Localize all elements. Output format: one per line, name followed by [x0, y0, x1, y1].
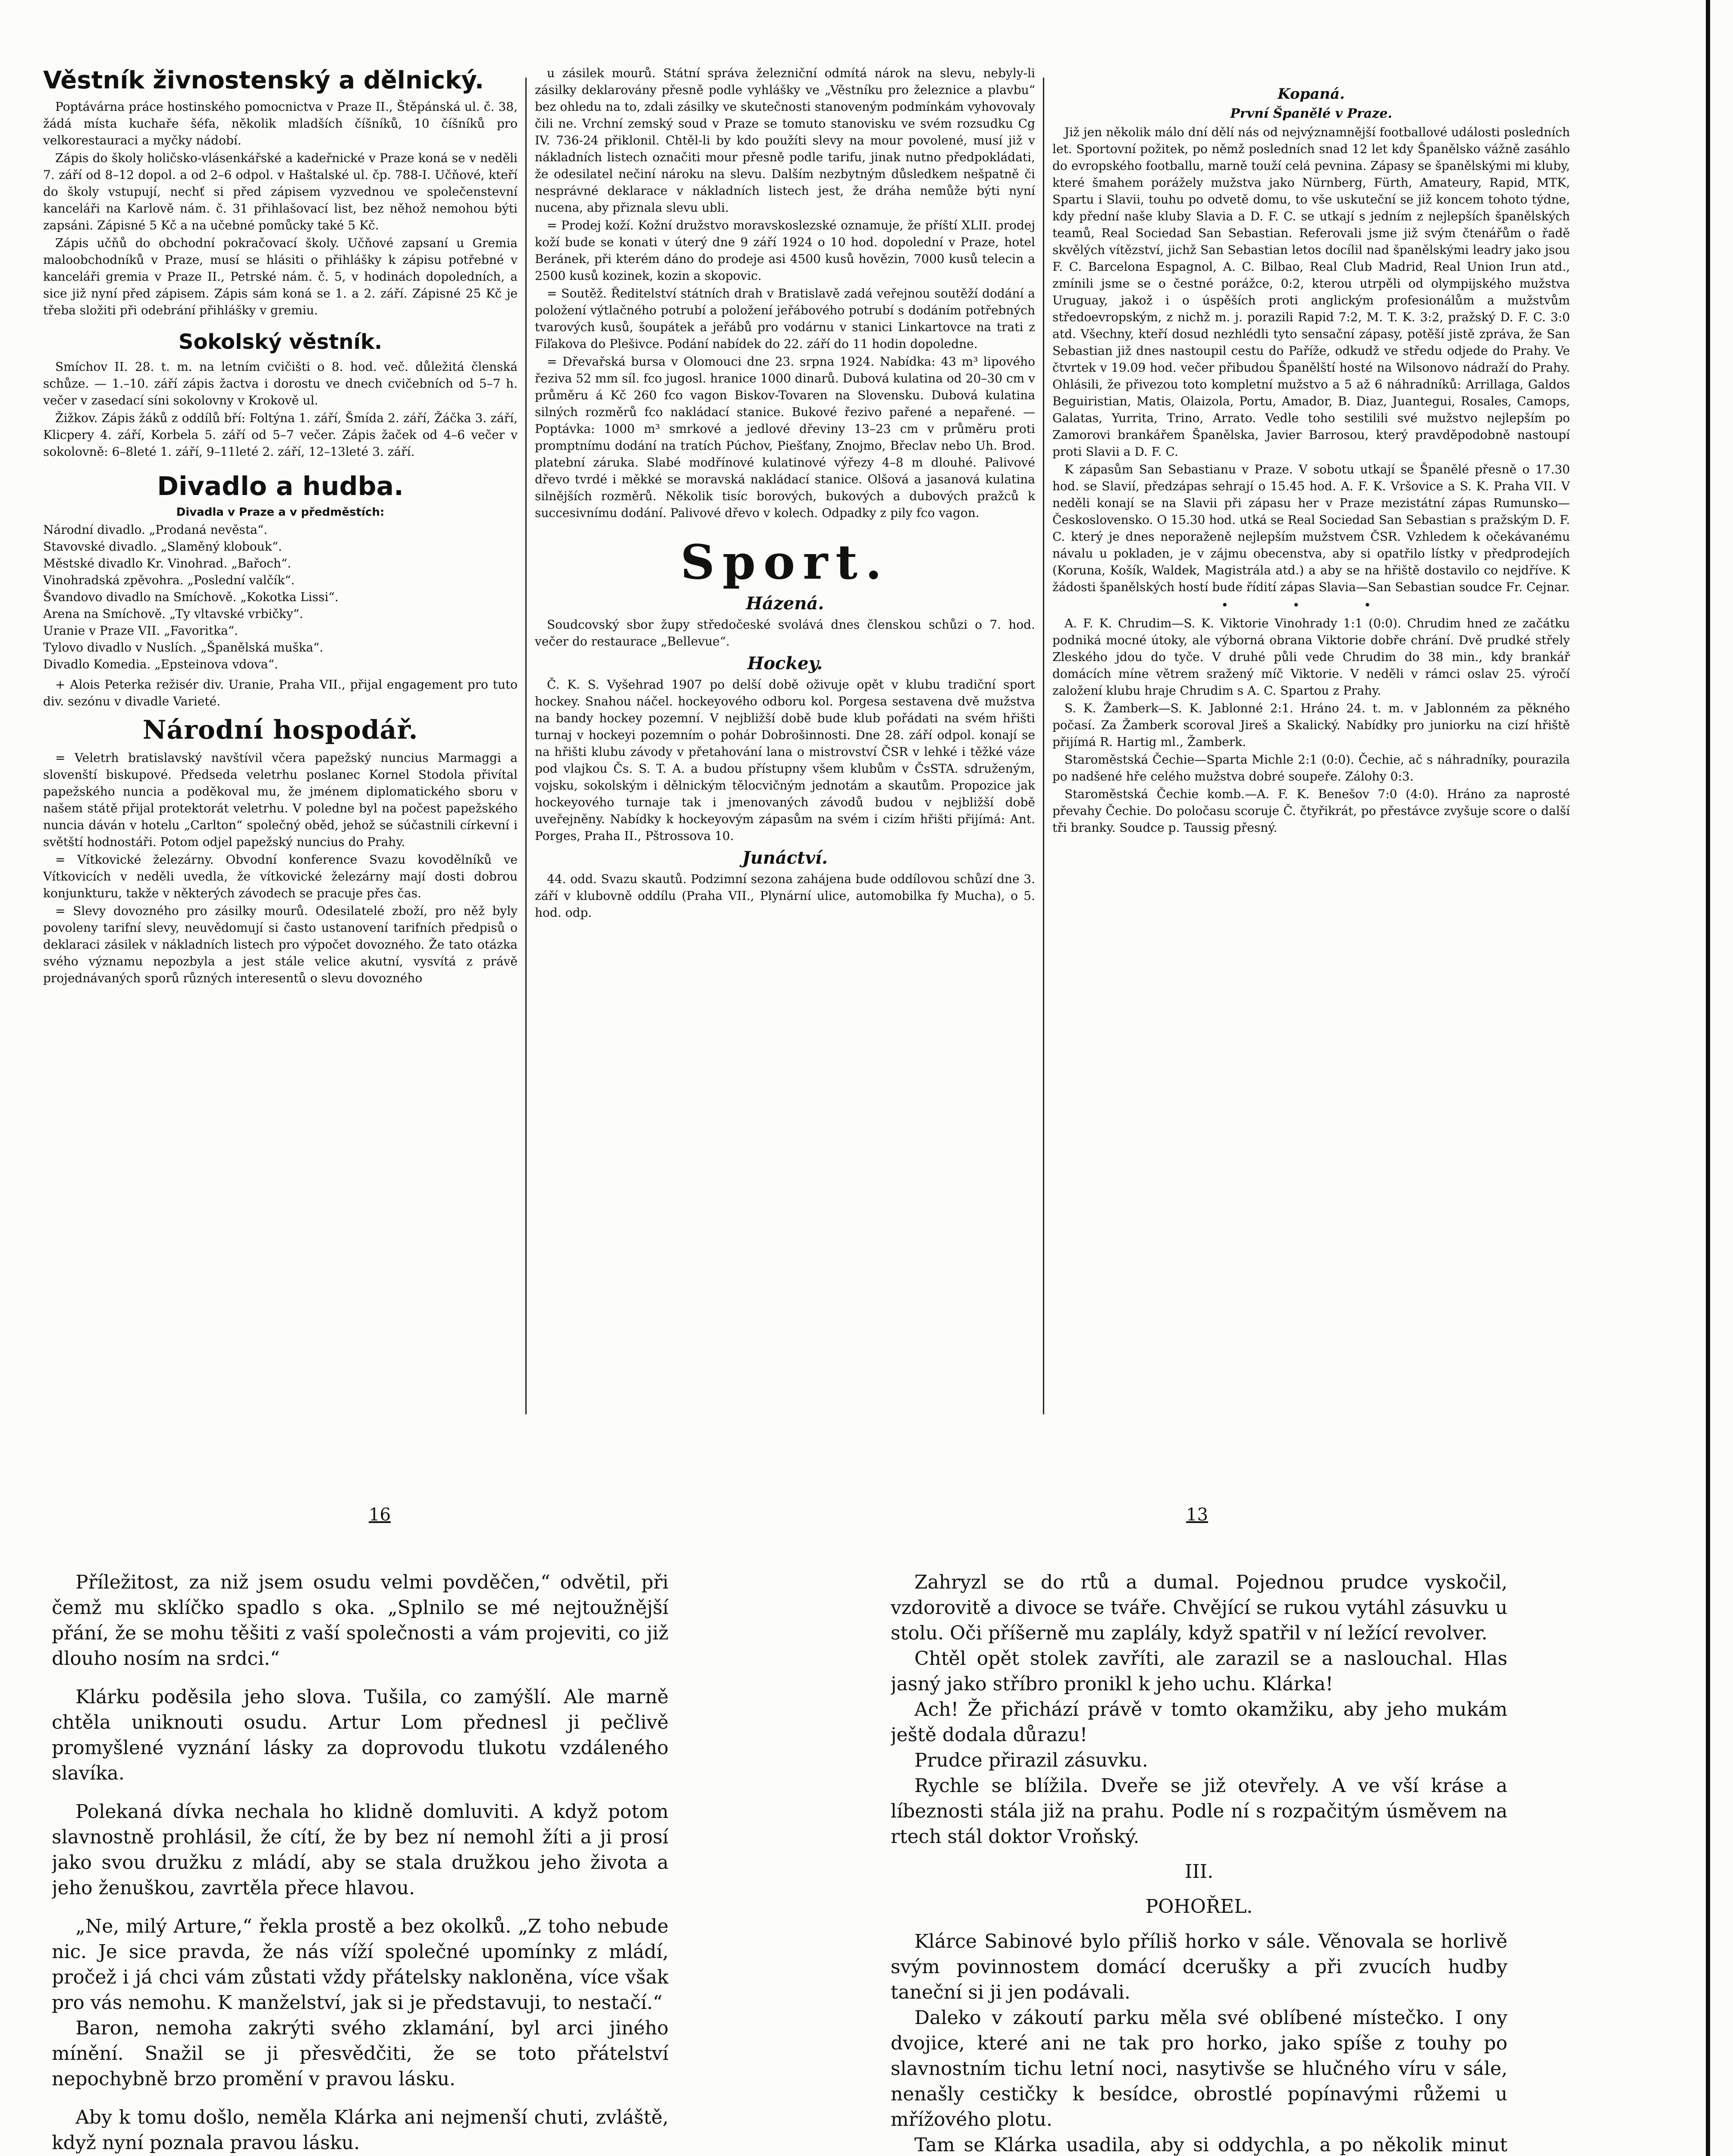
serial-right	[891, 1570, 1507, 2156]
section-subtitle: První Španělé v Praze.	[1230, 106, 1392, 121]
paragraph: = Dřevařská bursa v Olomouci dne 23. srpna 1924. Nabídka: 43 m³ lipového řeziva 52 mm síl. fco jugosl. hranice 1000 dinarů. Dubová kulatina od 20–30 cm v průměru á Kč 260 fco vagon Biskov-Tovaren na Slovensku. Dubová kulatina silných rozměrů fco nakládací stanice. Bukové řezivo pařené a nepařené. — Poptávka: 1000 m³ smrkové a jedlové dřeviny 13–23 cm v průměru proti promptnímu dodání na tratích Púchov, Piešťany, Znojmo, Břeclav nebo Uh. Brod. platební záruka. Slabé modřínové kulatinové výřezy 4–8 m dlouhé. Palivové dřevo tvrdé i měkké se moravská nakládací stanice. Olšová a jasanová kulatina silnějších rozměrů. Několik tisíc borových, bukových a dubových pražců k succesivnímu dodání. Palivové dřevo v kolech. Odpadky z pily fco vagon.	[535, 354, 1035, 520]
paragraph: u zásilek mourů. Státní správa železniční odmítá nárok na slevu, nebyly-li zásilky deklarovány přesně podle vyhlášky ve „Věstníku pro železnice a plavbu“ bez ohledu na to, zdali zásilky ve skutečnosti stanoveným podmínkám vyhovovaly čili ne. Vrchní zemský soud v Praze se tomuto stanovisku ve svém rozsudku Cg IV. 736-24 přiklonil. Chtěl-li by kdo použíti slevy na mour povolené, musí již v nákladních listech označiti mour přesně podle tarifu, jinak nutno předpokládati, že odesilatel nečiní nároku na slevu. Dalším nezbytným důsledkem nešpatně či nesprávné deklarace v nákladních listech jest, že dráha nemůže býti nyní nucena, aby přiznala slevu ubli.	[535, 66, 1035, 215]
paragraph: Polekaná dívka nechala ho klidně domluviti. A když potom slavnostně prohlásil, že cítí, že by bez ní nemohl žíti a ji prosí jako svou družku z mládí, aby se stala družkou jeho života a jeho ženuškou, zavrtěla přece hlavou.	[52, 1801, 669, 1899]
paragraph: Žižkov. Zápis žáků z oddílů bří: Foltýna 1. září, Šmída 2. září, Žáčka 3. září, Klicpery 4. září, Korbela 5. září od 5–7 večer. Zápis žaček od 4–6 večer v sokolovně: 6–8leté 1. září, 9–11leté 2. září, 12–13leté 3. září.	[43, 411, 518, 459]
page-number-right: 13	[1186, 1505, 1208, 1525]
paragraph: Zápis do školy holičsko-vlásenkářské a kadeřnické v Praze koná se v neděli 7. září od 8–12 dopol. a od 2–6 odpol. v Haštalské ul. čp. 788-I. Učňové, kteří do školy vstupují, nechť si před zápisem vyzvednou ve společenstevní kanceláři na Karlově nám. č. 31 přihlašovací list, bez něhož nemohou býti zapsáni. Zápisné 5 Kč a na učebné pomůcky také 5 Kč.	[43, 151, 518, 232]
section-title-scouting: Junáctví.	[742, 848, 828, 868]
paragraph: Tam se Klárka usadila, aby si oddychla, a po několik minut	[914, 2134, 1507, 2156]
paragraph: S. K. Žamberk—S. K. Jablonné 2:1. Hráno 24. t. m. v Jablonném za pěkného počasí. Za Žamberk scoroval Jireš a Skalický. Nabídky pro juniorku na cizí hřiště přijímá R. Hartig ml., Žamberk.	[1052, 701, 1570, 749]
section-title-trade: Věstník živnostenský a dělnický.	[43, 66, 484, 94]
paragraph: Daleko v zákoutí parku měla své oblíbené místečko. I ony dvojice, které ani ne tak pro horko, jako spíše z touhy po slavnostním tichu letní noci, nasytivše se hlučného víru v sále, nenašly cestičky k besídce, obrostlé popínavými růžemi u mřížového plotu.	[891, 2007, 1507, 2131]
separator-dots: • • •	[1221, 598, 1401, 612]
chapter-number: III.	[1184, 1861, 1214, 1883]
paragraph: Prudce přirazil zásuvku.	[914, 1749, 1148, 1771]
paragraph: 44. odd. Svazu skautů. Podzimní sezona zahájena bude oddílovou schůzí dne 3. září v klubovně oddílu (Praha VII., Plynární ulice, automobilka fy Mucha), o 5. hod. odp.	[535, 872, 1035, 920]
paragraph: = Vítkovické železárny. Obvodní konference Svazu kovodělníků ve Vítkovicích v neděli uvedla, že vítkovické železárny mají dosti dobrou konjunkturu, takže v některých závodech se pracuje přes čas.	[43, 852, 518, 900]
paragraph: = Veletrh bratislavský navštívil včera papežský nuncius Marmaggi a slovenští biskupové. Předseda veletrhu poslanec Kornel Stodola přivítal papežského nuncia a poděkoval mu, že jménem diplomatického sboru v našem státě přijal protektorát veletrhu. V poledne byl na počest papežského nuncia dáván v hotelu „Carlton“ společný oběd, jehož se súčastnili církevní i světští hodnostáři. Potom odjel papežský nuncius do Prahy.	[43, 751, 518, 849]
theatre-item: Národní divadlo. „Prodaná nevěsta“.	[43, 523, 268, 537]
paragraph: Baron, nemoha zakrýti svého zklamání, byl arci jiného mínění. Snažil se ji přesvědčiti, že se toto přátelství nepochybně brzo promění v pravou lásku.	[52, 2017, 669, 2090]
paragraph: Zápis učňů do obchodní pokračovací školy. Učňové zapsaní u Gremia maloobchodníků v Praze, musí se hlásiti o přihlášky k zápisu potřebné v kanceláři gremia v Praze II., Petrské nám. č. 5, v hodinách dopoledních, a sice již nyní před zápisem. Zápis sám koná se 1. a 2. září. Zápisné 25 Kč je třeba složiti při odebrání přihlášky v gremiu.	[43, 236, 518, 317]
column-right	[1052, 65, 1570, 1488]
column-divider	[525, 78, 527, 1414]
paragraph: Příležitost, za niž jsem osudu velmi povděčen,“ odvětil, při čemž mu sklíčko spadlo s oka. „Splnilo se mé nejtoužnější přání, že se mohu těšiti z vaší společnosti a vám projeviti, co již dlouho nosím na srdci.“	[52, 1571, 669, 1670]
sport-heading: Sport.	[680, 534, 890, 590]
chapter-title: POHOŘEL.	[1145, 1896, 1253, 1918]
page-edge	[1706, 0, 1710, 2156]
section-title-handball: Házená.	[746, 593, 824, 614]
paragraph: A. F. K. Chrudim—S. K. Viktorie Vinohrady 1:1 (0:0). Chrudim hned ze začátku podniká mocné útoky, ale výborná obrana Viktorie dobře chrání. Dvě prudké střely Zleského jdou do tyče. V druhé půli vede Chrudim do 38 min., kdy brankář domácích míne větrem sražený míč Viktorie. V neděli v rámci oslav 25. výročí založení klubu hraje Chrudim s A. C. Spartou z Prahy.	[1052, 616, 1570, 698]
paragraph: Č. K. S. Vyšehrad 1907 po delší době oživuje opět v klubu tradiční sport hockey. Snahou náčel. hockeyového odboru kol. Porgesa sestavena dvě mužstva na bandy hockey pozemní. V nejbližší době bude klub pořádati na svém hřišti turnaj v hockeyi pozemním o pohár Dobrošinnosti. Dne 28. září odpol. konají se na hřišti klubu závody v přetahování lana o mistrovství ČSR v lehké i těžké váze pod vlajkou Čs. S. T. A. a budou přístupny všem klubům v ČsSTA. sdruženým, vojsku, sokolským i dělnickým tělocvičným jednotám a skautům. Propozice jak hockeyového turnaje tak i jmenovaných závodů budou v nejbližší době uveřejněny. Nabídky k hockeyovým zápasům na svém i cizím hřišti přijímá: Ant. Porges, Praha II., Pštrossova 10.	[535, 677, 1035, 843]
section-title-hockey: Hockey.	[747, 653, 823, 674]
paragraph: + Alois Peterka režisér div. Uranie, Praha VII., přijal engagement pro tuto div. sezónu v divadle Varieté.	[43, 677, 518, 708]
paragraph: = Soutěž. Ředitelství státních drah v Bratislavě zadá veřejnou soutěží dodání a položení výtlačného potrubí a položení jeřábového potrubí s dodáním potřebných tvarových kusů, šoupátek a jeřábů pro vodárnu v stanici Linkartovce na trati z Fiľakova do Plešivce. Podání nabídek do 22. září do 11 hodin dopoledne.	[535, 286, 1035, 351]
column-left	[43, 65, 518, 1488]
paragraph: Aby k tomu došlo, neměla Klárka ani nejmenší chuti, zvláště, když nyní poznala pravou lásku.	[52, 2106, 669, 2154]
paragraph: Staroměstská Čechie komb.—A. F. K. Benešov 7:0 (4:0). Hráno za naprosté převahy Čechie. Do poločasu scoruje Č. čtyřikrát, po přestávce zvyšuje score o další tři branky. Soudce p. Taussig přesný.	[1052, 787, 1570, 835]
paragraph: Smíchov II. 28. t. m. na letním cvičišti o 8. hod. več. důležitá členská schůze. — 1.–10. září zápis žactva i dorostu ve dnech cvičebních od 5–7 h. večer v zasedací síni sokolovny v Krokově ul.	[43, 360, 518, 407]
page-number-left: 16	[369, 1505, 391, 1525]
paragraph: Soudcovský sbor župy středočeské svolává dnes členskou schůzi o 7. hod. večer do restaurace „Bellevue“.	[535, 617, 1035, 649]
paragraph: Klárce Sabinové bylo příliš horko v sále. Věnovala se horlivě svým povinnostem domácí dcerušky a při zvucích hudby taneční si ji jen podávali.	[891, 1930, 1507, 2003]
paragraph: = Prodej koží. Kožní družstvo moravskoslezské oznamuje, že příští XLII. prodej koží bude se konati v úterý dne 9 září 1924 o 10 hod. dopolední v Praze, hotel Beránek, při kterém dáno do prodeje asi 4500 kusů hovězin, 7000 kusů telecin a 2500 kusů kozinek, kozin a skopovic.	[535, 218, 1035, 283]
theatre-item: Vinohradská zpěvohra. „Poslední valčík“.	[43, 573, 295, 587]
paragraph: Staroměstská Čechie—Sparta Michle 2:1 (0:0). Čechie, ač s náhradníky, pourazila po nadšené hře celého mužstva dobré soupeře. Zálohy 0:3.	[1052, 752, 1570, 783]
paragraph: Ach! Že přichází právě v tomto okamžiku, aby jeho mukám ještě dodala důrazu!	[891, 1698, 1507, 1746]
column-divider	[1043, 78, 1044, 1414]
section-title-theatre: Divadlo a hudba.	[157, 471, 404, 501]
theatre-subtitle: Divadla v Praze a v předměstích:	[176, 506, 385, 519]
section-title-economy: Národní hospodář.	[142, 715, 418, 745]
theatre-item: Stavovské divadlo. „Slaměný klobouk“.	[43, 539, 282, 554]
paragraph: Chtěl opět stolek zavříti, ale zarazil se a naslouchal. Hlas jasný jako stříbro pronikl k jeho uchu. Klárka!	[891, 1648, 1507, 1695]
paragraph: Zahryzl se do rtů a dumal. Pojednou prudce vyskočil, vzdorovitě a divoce se tváře. Chvějící se rukou vytáhl zásuvku u stolu. Oči příšerně mu zaplály, když spatřil v ní ležící revolver.	[891, 1571, 1507, 1644]
paragraph: Již jen několik málo dní dělí nás od nejvýznamnější footballové události posledních let. Sportovní požitek, po němž posledních snad 12 let kdy Španělsko vážně zasáhlo do evropského footballu, marně touží celá pevnina. Zápasy se španělskými mi kluby, které šmahem porážely mužstva jako Nürnberg, Fürth, Amateury, Rapid, MTK, Spartu i Slavii, touhu po odvetě domu, to vše uskuteční se již koncem tohoto týdne, kdy přední naše kluby Slavia a D. F. C. se utkají s jedním z nejlepších španělských teamů, Real Sociedad San Sebastian. Referovali jsme již svým čtenářům o řadě skvělých vítězství, jichž San Sebastian letos docílil nad španělskými leadry jako jsou F. C. Barcelona Espagnol, A. C. Bilbao, Real Club Madrid, Real Union Irun atd., zmínili jsme se o čestné porážce, 0:2, kterou utrpěli od olympijského mužstva Uruguay, jakož i o úspěších proti anglickým profesionálům a mužstvům středoevropským, z nichž m. j. porazili Rapid 7:2, M. T. K. 3:2, pražský D. F. C. 3:0 atd. Všechny, kteří dosud nezhlédli tyto sensační zápasy, potěší jistě zpráva, že San Sebastian již dnes nastoupil cestu do Paříže, odkudž ve středu odjede do Prahy. Ve čtvrtek v 19.09 hod. večer přibudou Španělští hosté na Wilsonovo nádraží do Prahy. Ohlásili, že přivezou toto kompletní mužstvo a 5 až 6 náhradníků: Arrillaga, Galdos Beguiristian, Matis, Olaizola, Portu, Amador, B. Diaz, Juantegui, Rosales, Camops, Galatas, Yurrita, Trino, Arrato. Vedle toho sestilili své mužstvo nejlepším po Zamorovi brankářem Španělska, Javier Barrosou, který pravděpodobně nastoupí proti Slavii a D. F. C.	[1052, 125, 1570, 459]
theatre-item: Švandovo divadlo na Smíchově. „Kokotka Lissi“.	[43, 590, 339, 604]
theatre-item: Městské divadlo Kr. Vinohrad. „Bařoch“.	[43, 556, 292, 570]
column-middle	[535, 65, 1035, 1488]
paragraph: = Slevy dovozného pro zásilky mourů. Odesilatelé zboží, pro něž byly povoleny tarifní slevy, neuvědomují si často ustanovení tarifních předpisů o deklaraci zásilek v nákladních listech pro výpočet dovozného. Že tato otázka svého významu nepozbyla a jest stále velice akutní, vysvítá z právě projednávaných sporů různých interesentů o slevu dovozného	[43, 904, 518, 985]
theatre-item: Uranie v Praze VII. „Favoritka“.	[43, 624, 239, 638]
paragraph: Poptávárna práce hostinského pomocnictva v Praze II., Štěpánská ul. č. 38, žádá místa kuchaře šéfa, několik mladších číšníků, 10 číšníků pro velkorestauraci a myčky nádobí.	[43, 100, 518, 147]
theatre-item: Divadlo Komedia. „Epsteinova vdova“.	[43, 657, 278, 671]
serial-left	[52, 1570, 669, 2156]
paragraph: „Ne, milý Arture,“ řekla prostě a bez okolků. „Z toho nebude nic. Je sice pravda, že nás víží společné upomínky z mládí, pročež i já chci vám zůstati vždy přátelsky nakloněna, více však pro vás nemohu. K manželství, jak si je představuji, to nestačí.“	[52, 1915, 669, 2014]
section-title-sokol: Sokolský věstník.	[178, 330, 383, 354]
section-title-football: Kopaná.	[1278, 85, 1345, 103]
paragraph: Klárku poděsila jeho slova. Tušila, co zamýšlí. Ale marně chtěla uniknouti osudu. Artur Lom přednesl ji pečlivě promyšlené vyznání lásky za doprovodu tlukotu vzdáleného slavíka.	[52, 1686, 669, 1784]
paragraph: K zápasům San Sebastianu v Praze. V sobotu utkají se Španělé přesně o 17.30 hod. se Slavií, předzápas sehrají o 15.45 hod. A. F. K. Vršovice a S. K. Praha VII. V neděli konají se na Slavii při zápasu her v Praze mezistátní zápas Rumunsko—Československo. O 15.30 hod. utká se Real Sociedad San Sebastian s pražským D. F. C. který je dnes neporaženě nejlepším mužstvem ČSR. Vzhledem k očekávanému návalu u pokladen, je v zájmu obecenstva, aby si opatřilo lístky v předprodejích (Koruna, Košík, Waldek, Magistrála atd.) a aby se na hřiště dostavilo co nejdříve. K žádosti španělských hostí bude řídití zápas Slavia—San Sebastian soudce Fr. Cejnar.	[1052, 462, 1570, 594]
theatre-item: Tylovo divadlo v Nuslích. „Španělská muška“.	[43, 640, 323, 655]
paragraph: Rychle se blížila. Dveře se již otevřely. A ve vší kráse a líbeznosti stála již na prahu. Podle ní s rozpačitým úsměvem na rtech stál doktor Vroňský.	[891, 1775, 1507, 1848]
theatre-item: Arena na Smíchově. „Ty vltavské vrbičky“.	[43, 607, 303, 621]
